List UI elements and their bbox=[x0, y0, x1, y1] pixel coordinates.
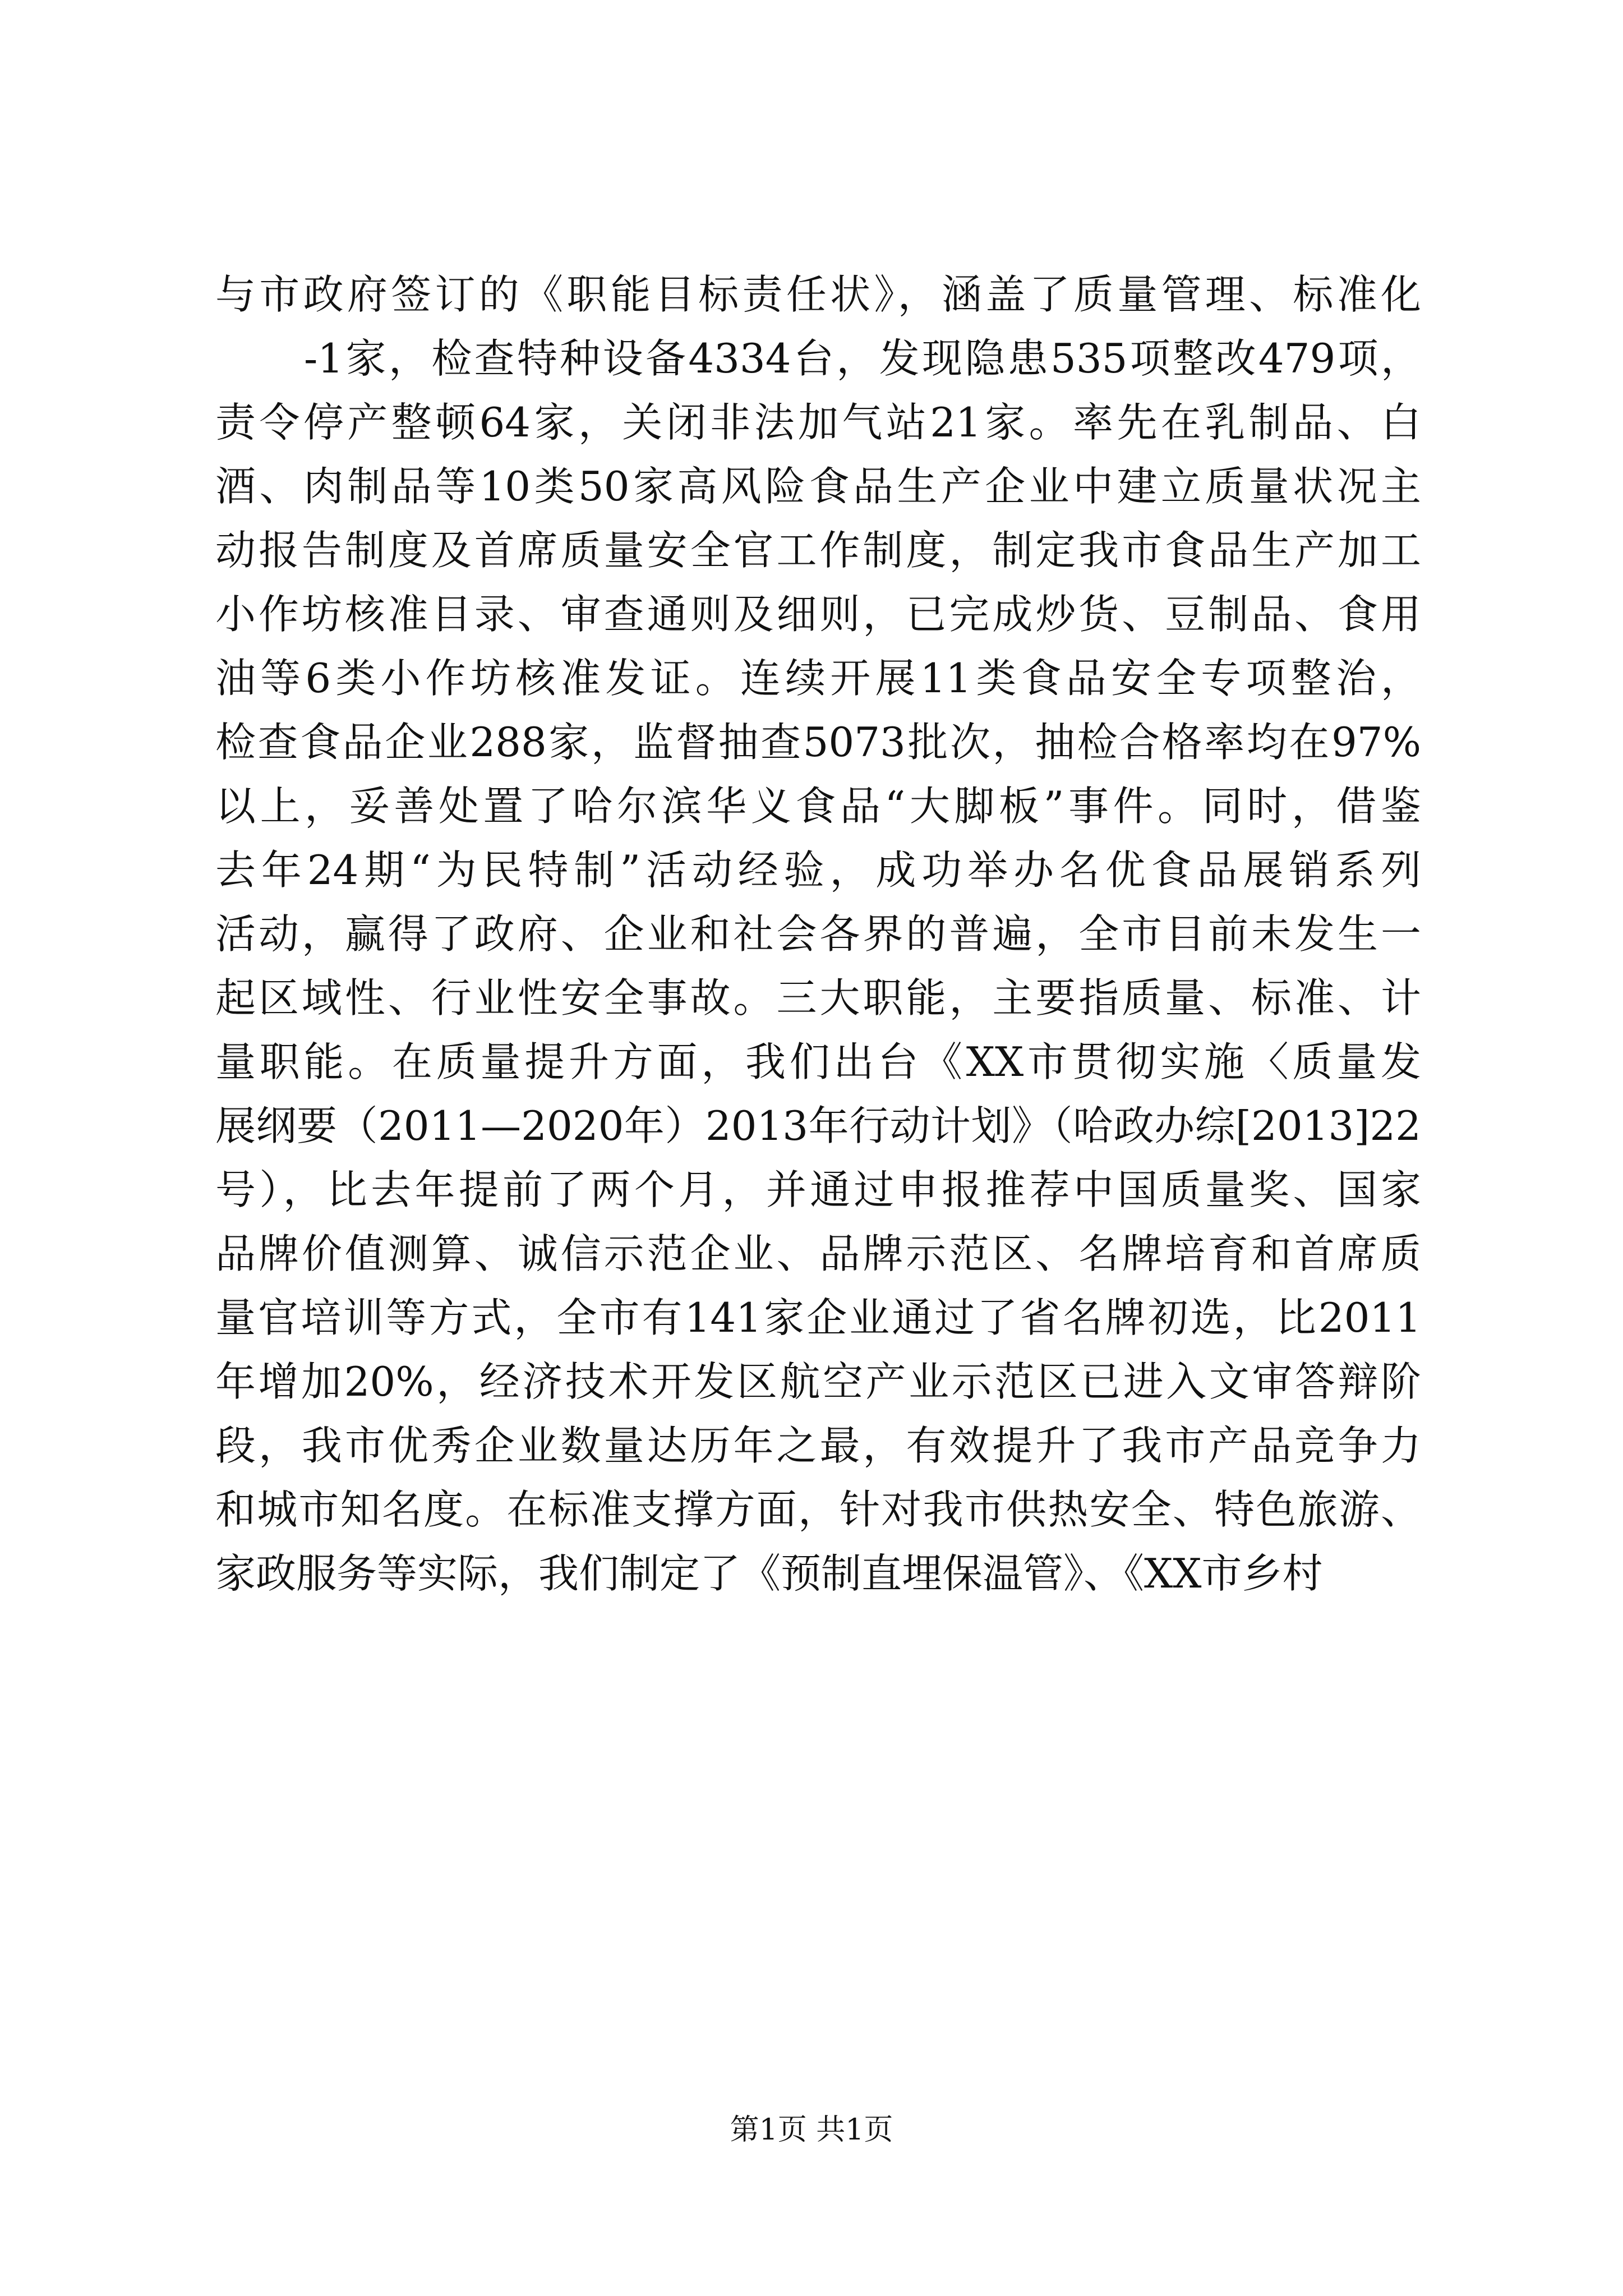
body-text bbox=[215, 263, 1421, 1605]
text-line: 活动，赢得了政府、企业和社会各界的普遍，全市目前未发生一 bbox=[215, 910, 1421, 958]
text-line: 段，我市优秀企业数量达历年之最，有效提升了我市产品竞争力 bbox=[215, 1422, 1421, 1469]
text-line: -1家，检查特种设备4334台，发现隐患535项整改479项， bbox=[304, 335, 1421, 382]
text-line: 与市政府签订的《职能目标责任状》，涵盖了质量管理、标准化 bbox=[215, 271, 1421, 318]
text-line: 去年24期“为民特制”活动经验，成功举办名优食品展销系列 bbox=[215, 846, 1421, 894]
text-line: 量官培训等方式，全市有141家企业通过了省名牌初选，比2011 bbox=[215, 1294, 1421, 1341]
page-number-label: 第1页 共1页 bbox=[730, 2113, 893, 2147]
text-line: 以上，妥善处置了哈尔滨华义食品“大脚板”事件。同时，借鉴 bbox=[215, 783, 1421, 830]
text-line: 年增加20%，经济技术开发区航空产业示范区已进入文审答辩阶 bbox=[215, 1358, 1421, 1405]
text-line: 检查食品企业288家，监督抽查5073批次，抽检合格率均在97% bbox=[215, 719, 1421, 766]
text-line: 动报告制度及首席质量安全官工作制度，制定我市食品生产加工 bbox=[215, 527, 1421, 574]
text-line: 家政服务等实际，我们制定了《预制直埋保温管》、《XX市乡村 bbox=[215, 1550, 1323, 1597]
text-line: 起区域性、行业性安全事故。三大职能，主要指质量、标准、计 bbox=[215, 974, 1421, 1022]
text-line: 号），比去年提前了两个月，并通过申报推荐中国质量奖、国家 bbox=[215, 1166, 1421, 1213]
text-line: 酒、肉制品等10类50家高风险食品生产企业中建立质量状况主 bbox=[215, 463, 1421, 510]
text-line: 责令停产整顿64家，关闭非法加气站21家。率先在乳制品、白 bbox=[215, 399, 1421, 446]
text-line: 品牌价值测算、诚信示范企业、品牌示范区、名牌培育和首席质 bbox=[215, 1230, 1421, 1277]
text-line: 量职能。在质量提升方面，我们出台《XX市贯彻实施〈质量发 bbox=[215, 1038, 1421, 1085]
text-line: 和城市知名度。在标准支撑方面，针对我市供热安全、特色旅游、 bbox=[215, 1486, 1421, 1533]
page-footer bbox=[0, 2110, 1623, 2150]
text-line: 展纲要（2011—2020年）2013年行动计划》（哈政办综[2013]22 bbox=[215, 1102, 1421, 1149]
text-line: 油等6类小作坊核准发证。连续开展11类食品安全专项整治， bbox=[215, 655, 1421, 702]
text-line: 小作坊核准目录、审查通则及细则，已完成炒货、豆制品、食用 bbox=[215, 591, 1421, 638]
